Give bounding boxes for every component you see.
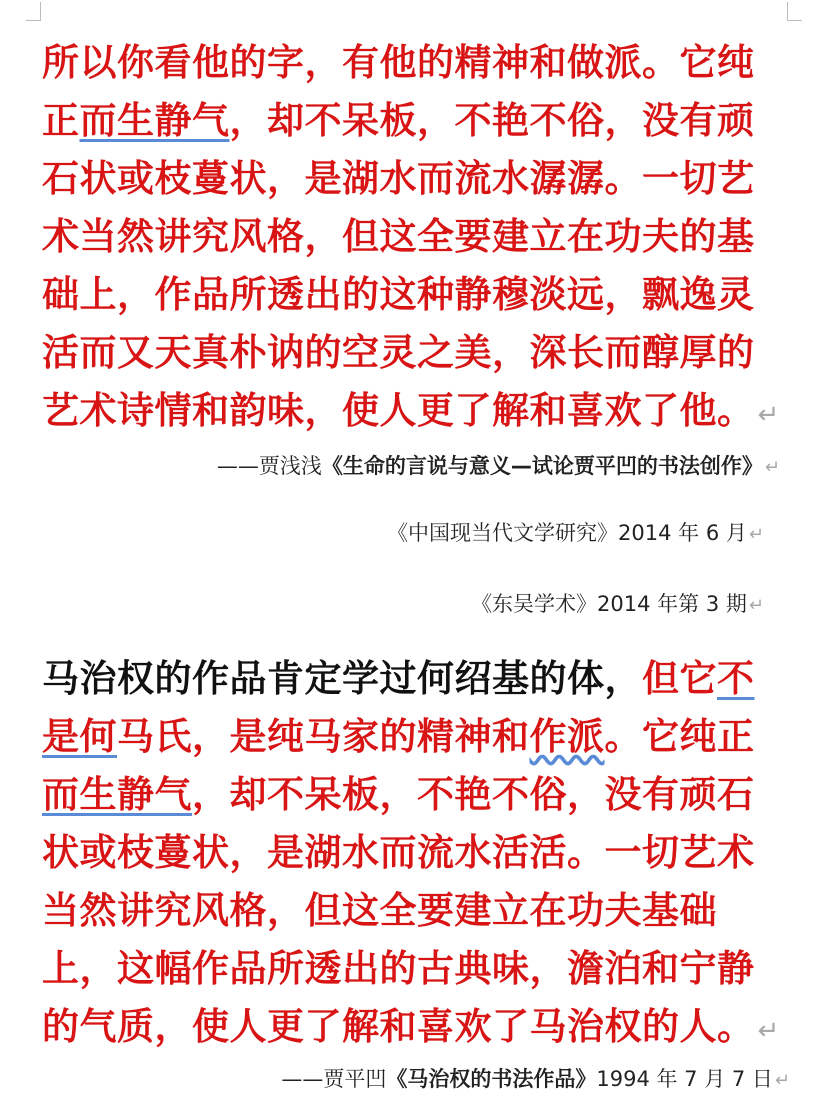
citation1-title: 《生命的言说与意义—试论贾平凹的书法创作》 xyxy=(321,454,763,478)
page-corner-mark-left xyxy=(26,2,41,21)
citation2-text: 《中国现当代文学研究》2014 年 6 月 xyxy=(387,521,747,545)
paragraph-mark-icon: ↵ xyxy=(757,400,780,430)
quote1-text-start: 所以你看他的字，有他的精神和做派。它纯正 xyxy=(42,41,755,142)
citation3-text: 《东吴学术》2014 年第 3 期 xyxy=(471,592,747,616)
citation-journal-1 xyxy=(387,517,764,547)
citation-author-1 xyxy=(217,450,780,480)
quote1-underlined-phrase: 而生静气 xyxy=(79,99,230,142)
page-corner-mark-right xyxy=(787,2,802,21)
paragraph-mark-icon: ↵ xyxy=(757,1016,780,1046)
quote2-underlined-phrase-2: 而生静气 xyxy=(42,773,192,816)
quote2-text-b: 马氏，是纯马家的精神和 xyxy=(117,715,530,758)
citation1-author: ——贾浅浅 xyxy=(216,454,322,478)
quote-paragraph-1 xyxy=(42,34,790,444)
citation-journal-2 xyxy=(471,588,764,618)
paragraph-mark-icon: ↵ xyxy=(764,457,780,478)
citation4-title: 《马治权的书法作品》 xyxy=(386,1067,597,1091)
citation4-date: 1994 年 7 月 7 日 xyxy=(596,1067,773,1091)
quote2-text-d: ，却不呆板，不艳不俗，没有顽石状或枝蔓状，是湖水而流水活活。一切艺术当然讲究风格，但这全要建立在功夫基础上，这幅作品所透出的古典味，澹泊和宁静的气质，使人更了解和喜欢了马治权的人。 xyxy=(42,773,755,1048)
citation-author-2 xyxy=(281,1063,790,1093)
paragraph-mark-icon: ↵ xyxy=(748,524,764,545)
paragraph-mark-icon: ↵ xyxy=(748,595,764,616)
quote2-black-text: 马治权的作品肯定学过何绍基的体， xyxy=(42,657,642,700)
citation4-author: ——贾平凹 xyxy=(281,1067,387,1091)
quote2-underlined-phrase-1: 不是何 xyxy=(42,657,755,758)
quote1-text-end: ，却不呆板，不艳不俗，没有顽石状或枝蔓状，是湖水而流水潺潺。一切艺术当然讲究风格，但这全要建立在功夫的基础上，作品所透出的这种静穆淡远，飘逸灵活而又天真朴讷的空灵之美，深长而醇厚的艺术诗情和韵味，使人更了解和喜欢了他。 xyxy=(42,99,755,432)
quote2-text-c: 。它纯正 xyxy=(604,715,755,758)
quote2-wavy-underlined-phrase: 作派 xyxy=(529,715,605,758)
paragraph-mark-icon: ↵ xyxy=(774,1070,790,1091)
quote-paragraph-2 xyxy=(42,650,790,1060)
quote2-text-a: 但它 xyxy=(642,657,717,700)
